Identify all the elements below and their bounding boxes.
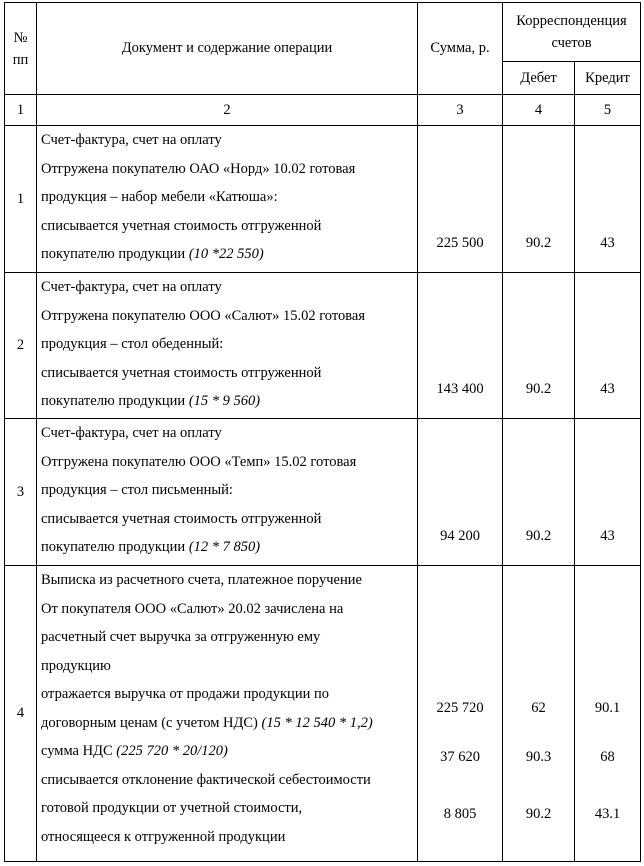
row-sum-cell (418, 419, 503, 566)
row-sum: 143 400 (436, 381, 484, 397)
desc-line: продукция – стол обеденный: (41, 336, 224, 352)
column-number: 1 (5, 95, 37, 126)
row-credit: 43 (600, 528, 615, 544)
row-sum-cell (418, 566, 503, 862)
row-credit: 43 (600, 235, 615, 251)
entry-credit: 43.1 (594, 806, 621, 822)
formula: (15 * 9 560) (188, 393, 261, 409)
desc-line: расчетный счет выручка за отгруженную ему (41, 629, 321, 645)
row-debit-cell (503, 126, 575, 273)
header-no (5, 3, 37, 95)
row-credit: 43 (600, 381, 615, 397)
desc-line: Счет-фактура, счет на оплату (41, 279, 222, 295)
desc-text: покупателю продукции (41, 539, 189, 555)
row-sum: 94 200 (440, 528, 480, 544)
header-doc: Документ и содержание операции (37, 3, 418, 95)
row-debit-cell (503, 566, 575, 862)
row-description (37, 126, 418, 273)
header-corr-line2: счетов (551, 35, 592, 51)
desc-line: От покупателя ООО «Салют» 20.02 зачислена на (41, 600, 344, 617)
desc-line (41, 737, 413, 766)
row-debit: 90.2 (525, 235, 552, 251)
header-sum: Сумма, р. (418, 3, 503, 95)
formula: (225 720 * 20/120) (116, 743, 228, 759)
column-number: 2 (37, 95, 418, 126)
desc-text: договорным ценам (с учетом НДС) (41, 714, 262, 731)
row-no: 4 (5, 566, 37, 862)
table-row (5, 273, 641, 419)
table-row (5, 419, 641, 566)
row-debit-cell (503, 419, 575, 566)
desc-line: списывается учетная стоимость отгруженной (41, 217, 322, 234)
row-no: 2 (5, 273, 37, 419)
entry-credit: 68 (600, 748, 615, 765)
entry-debit: 90.3 (525, 748, 552, 765)
desc-line: Отгружена покупателю ОАО «Норд» 10.02 готовая (41, 160, 356, 177)
row-sum-cell (418, 126, 503, 273)
header-debit: Дебет (503, 62, 575, 95)
desc-line: Счет-фактура, счет на оплату (41, 425, 222, 441)
entry-debit: 62 (531, 700, 546, 716)
operations-table (4, 2, 641, 862)
entry-debit: 90.2 (525, 806, 552, 822)
entry-sum: 225 720 (436, 700, 484, 716)
row-no: 1 (5, 126, 37, 273)
row-sum: 225 500 (436, 235, 484, 251)
desc-line: Счет-фактура, счет на оплату (41, 132, 222, 148)
row-debit-cell (503, 273, 575, 419)
desc-line: Отгружена покупателю ООО «Салют» 15.02 готовая (41, 307, 366, 324)
table-row (5, 126, 641, 273)
column-number: 5 (575, 95, 641, 126)
row-description (37, 566, 418, 862)
header-credit: Кредит (575, 62, 641, 95)
row-credit-cell (575, 273, 641, 419)
row-sum-cell (418, 273, 503, 419)
desc-line: относящееся к отгруженной продукции (41, 828, 286, 845)
header-corr (503, 3, 641, 62)
desc-line: продукция – набор мебели «Катюша»: (41, 189, 278, 205)
row-no: 3 (5, 419, 37, 566)
row-description (37, 273, 418, 419)
header-corr-line1: Корреспонденция (516, 13, 627, 29)
desc-line (41, 709, 413, 738)
desc-line: списывается учетная стоимость отгруженной (41, 364, 322, 381)
formula: (15 * 12 540 * 1,2) (261, 714, 373, 731)
row-credit-cell (575, 126, 641, 273)
row-credit-cell (575, 419, 641, 566)
entry-sum: 37 620 (440, 748, 480, 765)
row-credit-cell (575, 566, 641, 862)
desc-line (41, 387, 413, 416)
entry-sum: 8 805 (443, 806, 477, 822)
column-number-row (5, 95, 641, 126)
row-debit: 90.2 (525, 381, 552, 397)
entry-credit: 90.1 (594, 700, 621, 716)
desc-line: продукция – стол письменный: (41, 482, 233, 498)
desc-line: готовой продукции от учетной стоимости, (41, 800, 303, 816)
column-number: 4 (503, 95, 575, 126)
column-number: 3 (418, 95, 503, 126)
row-description (37, 419, 418, 566)
formula: (12 * 7 850) (188, 539, 261, 555)
desc-line: продукцию (41, 657, 111, 674)
desc-line (41, 533, 413, 562)
table-row (5, 566, 641, 862)
formula: (10 *22 550) (188, 246, 264, 262)
desc-text: сумма НДС (41, 743, 117, 759)
desc-line: Отгружена покупателю ООО «Темп» 15.02 готовая (41, 453, 357, 470)
desc-line (41, 240, 413, 269)
header-no-line2: пп (12, 51, 29, 68)
desc-text: покупателю продукции (41, 246, 189, 262)
desc-text: покупателю продукции (41, 393, 189, 409)
desc-line: списывается учетная стоимость отгруженной (41, 510, 322, 527)
desc-line: Выписка из расчетного счета, платежное поручение (41, 572, 362, 588)
header-no-line1: № (13, 29, 28, 46)
row-debit: 90.2 (525, 528, 552, 544)
desc-line: отражается выручка от продажи продукции по (41, 686, 329, 702)
desc-line: списывается отклонение фактической себестоимости (41, 771, 371, 788)
